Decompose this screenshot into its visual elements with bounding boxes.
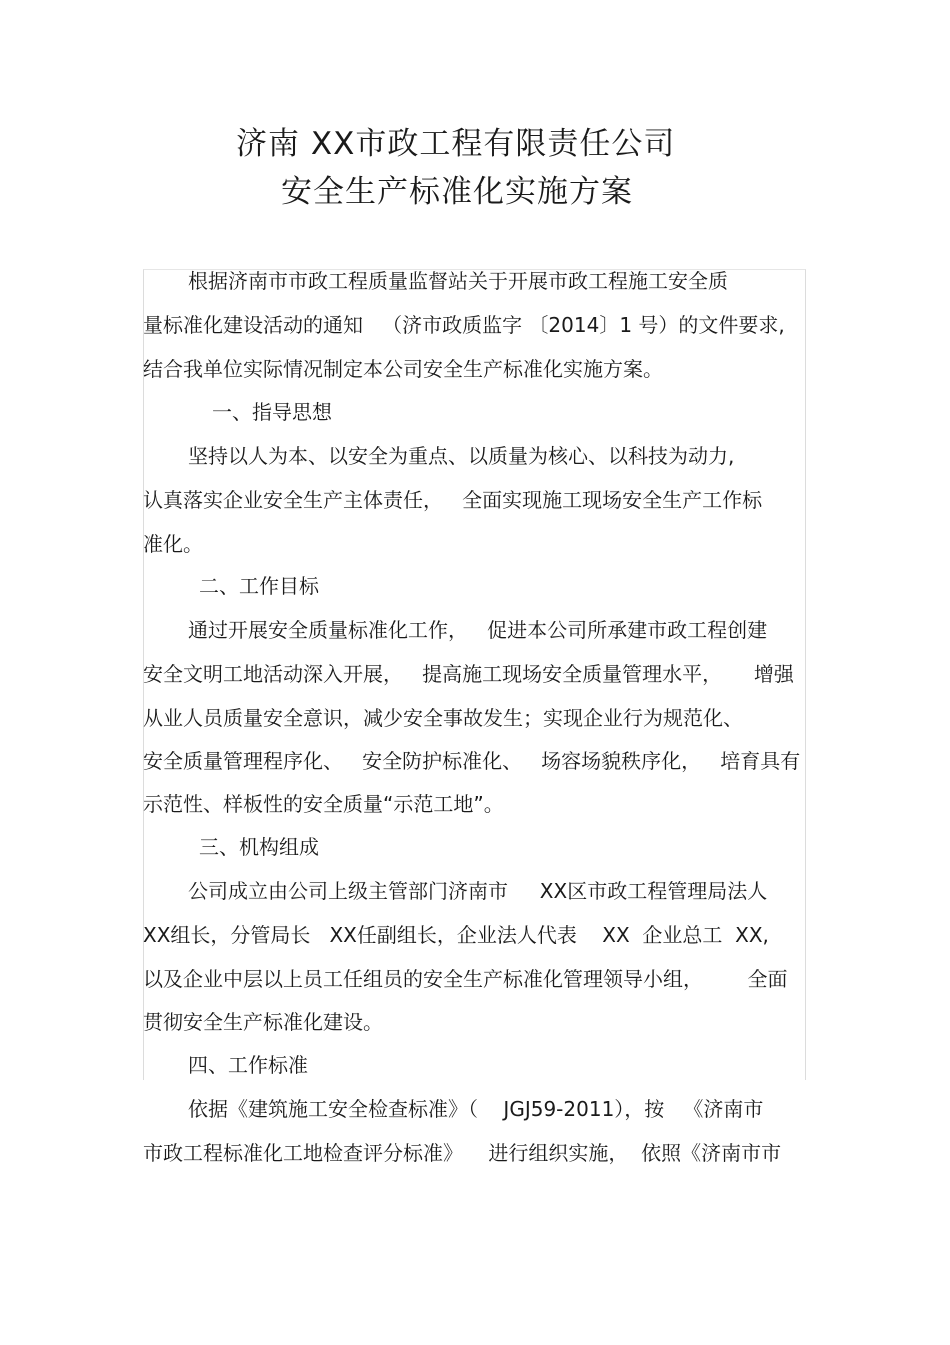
body-line: 安全质量管理程序化、 安全防护标准化、 场容场貌秩序化， 培育具有 bbox=[143, 749, 801, 773]
body-line: 依据《建筑施工安全检查标准》（ JGJ59-2011），按 《济南市 bbox=[188, 1097, 764, 1121]
title-line-1-text: 济南 XX市政工程有限责任公司 bbox=[236, 126, 676, 162]
body-line: 贯彻安全生产标准化建设。 bbox=[143, 1010, 383, 1034]
section-heading: 一、指导思想 bbox=[212, 400, 332, 424]
body-line: 示范性、样板性的安全质量“示范工地”。 bbox=[143, 792, 504, 816]
body-line: 从业人员质量安全意识，减少安全事故发生；实现企业行为规范化、 bbox=[143, 706, 743, 730]
section-heading: 二、工作目标 bbox=[199, 574, 319, 598]
body-line: 通过开展安全质量标准化工作， 促进本公司所承建市政工程创建 bbox=[188, 618, 768, 642]
body-line: 认真落实企业安全生产主体责任， 全面实现施工现场安全生产工作标 bbox=[143, 488, 763, 512]
body-line: 根据济南市市政工程质量监督站关于开展市政工程施工安全质 bbox=[188, 269, 728, 293]
section-heading: 四、工作标准 bbox=[188, 1053, 308, 1077]
body-line: 结合我单位实际情况制定本公司安全生产标准化实施方案。 bbox=[143, 357, 663, 381]
body-line: 市政工程标准化工地检查评分标准》 进行组织实施， 依照《济南市市 bbox=[143, 1141, 782, 1165]
body-line: 以及企业中层以上员工任组员的安全生产标准化管理领导小组， 全面 bbox=[143, 967, 788, 991]
body-line: 量标准化建设活动的通知 （济市政质监字 〔2014〕1 号）的文件要求, bbox=[143, 313, 785, 337]
title-line-2-text: 安全生产标准化实施方案 bbox=[281, 174, 633, 210]
body-line: XX组长，分管局长 XX任副组长，企业法人代表 XX 企业总工 XX, bbox=[143, 923, 769, 947]
body-line: 安全文明工地活动深入开展， 提高施工现场安全质量管理水平， 增强 bbox=[143, 662, 794, 686]
body-line: 坚持以人为本、以安全为重点、以质量为核心、以科技为动力, bbox=[188, 444, 735, 468]
body-line: 公司成立由公司上级主管部门济南市 XX区市政工程管理局法人 bbox=[188, 879, 768, 903]
section-heading: 三、机构组成 bbox=[199, 835, 319, 859]
body-line: 准化。 bbox=[143, 532, 203, 556]
